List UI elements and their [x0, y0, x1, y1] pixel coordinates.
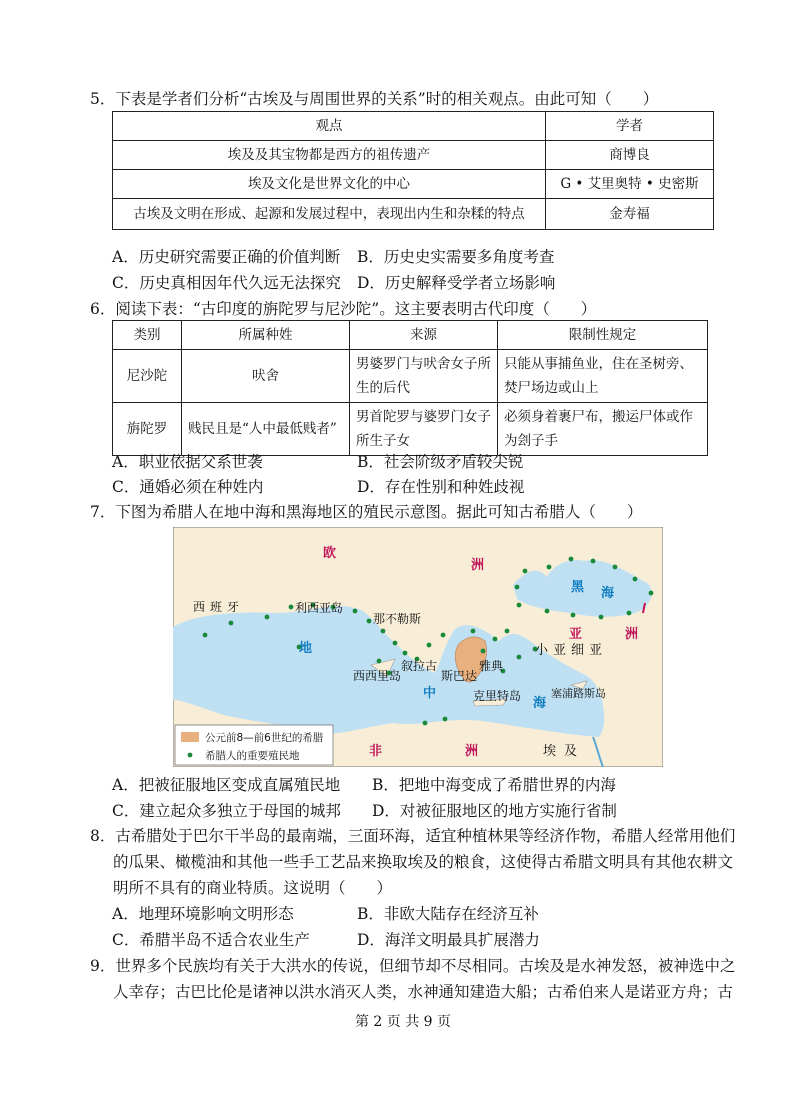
label-europe: 欧: [323, 546, 337, 561]
q8-option-c[interactable]: C．希腊半岛不适合农业生产: [112, 931, 310, 949]
colony-dot: [547, 565, 552, 570]
table-cell: 尼沙陀: [113, 350, 182, 403]
colony-dot: [599, 615, 604, 620]
colony-dot: [203, 633, 208, 638]
colony-dot: [377, 659, 382, 664]
table-header-row: [113, 112, 714, 141]
colony-dot: [591, 559, 596, 564]
q6-option-a[interactable]: A．职业依据父系世袭: [112, 453, 263, 471]
label-spain: 西班牙: [193, 600, 245, 614]
legend-greece-swatch: [181, 732, 199, 742]
table-cell: 古埃及文明在形成、起源和发展过程中，表现出内生和杂糅的特点: [113, 199, 546, 230]
table-row: [113, 199, 714, 230]
legend-greece-text: 公元前8—前6世纪的希腊: [205, 732, 324, 744]
table-header: 学者: [546, 112, 714, 141]
table-cell: 男婆罗门与吠舍女子所生的后代: [350, 350, 498, 403]
q8-option-b[interactable]: B．非欧大陆存在经济互补: [357, 905, 539, 923]
table-cell: 埃及文化是世界文化的中心: [113, 170, 546, 199]
q8-line: 明所不具有的商业特质。这说明（ ）: [113, 879, 393, 897]
colony-dot: [229, 621, 234, 626]
colony-dot: [481, 649, 486, 654]
q8-line: 8．古希腊处于巴尔干半岛的最南端，三面环海，适宜种植林果等经济作物，希腊人经常用他们: [90, 827, 736, 845]
table-row: [113, 350, 708, 403]
colony-dot: [471, 629, 476, 634]
table-cell: 吠舍: [182, 350, 350, 403]
colony-dot: [443, 717, 448, 722]
label-sicily: 西西里岛: [353, 669, 402, 683]
q6-option-d[interactable]: D．存在性别和种姓歧视: [357, 478, 525, 496]
colony-dot: [381, 629, 386, 634]
table-cell: 只能从事捕鱼业，住在圣树旁、焚尸场边或山上: [498, 350, 708, 403]
colonization-map: [173, 527, 663, 767]
colony-dot: [627, 611, 632, 616]
colony-dot: [393, 641, 398, 646]
label-liguria: 利西亚岛: [295, 601, 344, 615]
q5-table: [112, 111, 714, 230]
colony-dot: [505, 629, 510, 634]
colony-dot: [441, 633, 446, 638]
q9-line: 人幸存；古巴比伦是诸神以洪水消灭人类，水神通知建造大船；古希伯来人是诺亚方舟；古: [113, 983, 734, 1001]
table-header: 限制性规定: [498, 321, 708, 350]
legend-colony-dot: [188, 753, 193, 758]
label-cyprus: 塞浦路斯岛: [551, 687, 606, 700]
label-athens: 雅典: [479, 659, 504, 673]
q5-option-a[interactable]: A．历史研究需要正确的价值判断: [112, 248, 341, 266]
q7-option-b[interactable]: B．把地中海变成了希腊世界的内海: [372, 776, 616, 794]
q5-option-b[interactable]: B．历史史实需要多角度考查: [357, 248, 555, 266]
colony-dot: [517, 603, 522, 608]
table-header: 来源: [350, 321, 498, 350]
q9-line: 9．世界多个民族均有关于大洪水的传说，但细节却不尽相同。古埃及是水神发怒，被神选中之: [90, 957, 736, 975]
colony-dot: [517, 655, 522, 660]
label-black-sea: 海: [601, 586, 615, 601]
table-cell: 旃陀罗: [113, 403, 182, 456]
label-europe: 洲: [471, 558, 485, 573]
label-syracuse: 叙拉古: [401, 659, 438, 673]
q6-option-b[interactable]: B．社会阶级矛盾较尖锐: [357, 453, 524, 471]
colony-dot: [545, 609, 550, 614]
q5-stem: 5．下表是学者们分析“古埃及与周围世界的关系”时的相关观点。由此可知（ ）: [90, 90, 659, 108]
colony-dot: [523, 569, 528, 574]
q6-option-c[interactable]: C．通婚必须在种姓内: [112, 478, 264, 496]
table-cell: 埃及及其宝物都是西方的祖传遗产: [113, 141, 546, 170]
colony-dot: [649, 591, 654, 596]
q6-table: [112, 320, 708, 456]
q7-option-a[interactable]: A．把被征服地区变成直属殖民地: [112, 776, 341, 794]
table-cell: G • 艾里奥特 • 史密斯: [546, 170, 714, 199]
colony-dot: [613, 565, 618, 570]
label-mediterranean: 海: [533, 696, 547, 711]
table-cell: 金寿福: [546, 199, 714, 230]
label-asia-minor: 小亚细亚: [535, 643, 608, 658]
colony-dot: [403, 651, 408, 656]
colony-dot: [569, 557, 574, 562]
q7-stem: 7．下图为希腊人在地中海和黑海地区的殖民示意图。据此可知古希腊人（ ）: [90, 503, 643, 521]
colony-dot: [353, 609, 358, 614]
label-africa: 洲: [465, 744, 479, 759]
colony-dot: [633, 577, 638, 582]
q8-line: 的瓜果、橄榄油和其他一些手工艺品来换取埃及的粮食，这使得古希腊文明具有其他农耕文: [113, 853, 734, 871]
q8-option-d[interactable]: D．海洋文明最具扩展潜力: [357, 931, 540, 949]
table-header: 观点: [113, 112, 546, 141]
page-footer: 第 2 页 共 9 页: [354, 1014, 452, 1030]
colony-dot: [515, 585, 520, 590]
q5-option-c[interactable]: C．历史真相因年代久远无法探究: [112, 274, 341, 292]
table-header-row: [113, 321, 708, 350]
label-sparta: 斯巴达: [441, 669, 478, 683]
label-mediterranean: 中: [423, 686, 437, 701]
label-africa: 非: [369, 744, 383, 759]
table-cell: 商博良: [546, 141, 714, 170]
q8-option-a[interactable]: A．地理环境影响文明形态: [112, 905, 294, 923]
label-black-sea: 黑: [571, 580, 585, 595]
colony-dot: [571, 613, 576, 618]
label-naples: 那不勒斯: [373, 612, 422, 626]
label-asia: 亚: [569, 627, 583, 642]
table-cell: 男首陀罗与婆罗门女子所生子女: [350, 403, 498, 456]
table-cell: 贱民且是“人中最低贱者”: [182, 403, 350, 456]
table-header: 类别: [113, 321, 182, 350]
label-crete: 克里特岛: [473, 689, 522, 703]
label-asia: 洲: [625, 627, 639, 642]
q7-option-d[interactable]: D．对被征服地区的地方实施行省制: [372, 802, 617, 820]
colony-dot: [367, 619, 372, 624]
colony-dot: [427, 643, 432, 648]
colony-dot: [265, 615, 270, 620]
table-row: [113, 141, 714, 170]
q6-stem: 6．阅读下表：“古印度的旃陀罗与尼沙陀”。这主要表明古代印度（ ）: [90, 300, 597, 318]
q5-option-d[interactable]: D．历史解释受学者立场影响: [357, 274, 556, 292]
table-cell: 必须身着裹尸布，搬运尸体或作为刽子手: [498, 403, 708, 456]
legend-colony-text: 希腊人的重要殖民地: [205, 750, 300, 762]
table-header: 所属种姓: [182, 321, 350, 350]
q7-option-c[interactable]: C．建立起众多独立于母国的城邦: [112, 802, 341, 820]
colony-dot: [289, 605, 294, 610]
label-egypt: 埃及: [543, 744, 586, 759]
map-legend: [175, 725, 333, 765]
table-row: [113, 403, 708, 456]
colony-dot: [423, 721, 428, 726]
table-row: [113, 170, 714, 199]
label-mediterranean: 地: [299, 641, 313, 656]
colony-dot: [493, 637, 498, 642]
